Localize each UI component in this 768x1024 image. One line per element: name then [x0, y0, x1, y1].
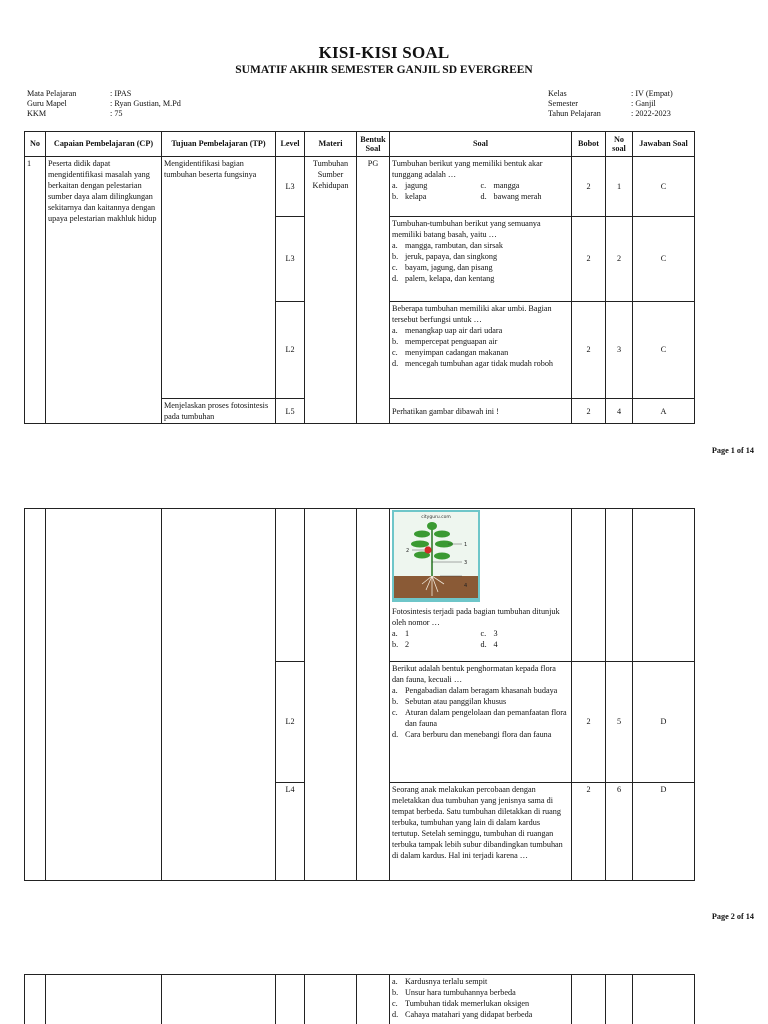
document-title: KISI-KISI SOAL — [318, 43, 450, 62]
option-text: Unsur hara tumbuhannya berbeda — [405, 988, 516, 998]
materi-cell — [305, 975, 357, 1024]
level-cell: L2 — [276, 662, 305, 783]
option-letter: d. — [392, 359, 399, 369]
jawaban-cell — [633, 975, 695, 1024]
header-no-soal: No soal — [606, 132, 633, 157]
header-jawaban: Jawaban Soal — [633, 132, 695, 157]
question-stem: Tumbuhan berikut yang memiliki bentuk akar tunggang adalah … — [392, 159, 543, 180]
meta-value: : IV (Empat) — [631, 89, 673, 98]
cp-cell — [46, 975, 162, 1024]
meta-row — [548, 99, 673, 109]
option-text: Cahaya matahari yang didapat berbeda — [405, 1010, 533, 1020]
option — [392, 1009, 569, 1020]
meta-key: Mata Pelajaran — [27, 89, 77, 98]
meta-key: Guru Mapel — [27, 99, 67, 109]
tp-cell — [162, 975, 276, 1024]
image-site-label: cityguru.com — [421, 515, 451, 520]
option-text: 3 — [493, 629, 498, 639]
option — [392, 251, 569, 262]
table-header-row — [25, 132, 695, 157]
question-cell — [390, 662, 572, 783]
question-cell — [390, 509, 572, 662]
answer-options — [392, 325, 569, 369]
no-soal-cell: 6 — [606, 783, 633, 881]
jawaban-cell: A — [633, 399, 695, 424]
cp-cell: Peserta didik dapat mengidentifikasi masalah yang berkaitan dengan pelestarian sumber daya alam dilingkungan sekitarnya dan kaitannya dengan upaya pelestarian makhluk hidup — [46, 157, 162, 424]
answer-options — [392, 628, 569, 650]
option — [392, 240, 569, 251]
option — [392, 347, 569, 358]
answer-options — [392, 685, 569, 740]
meta-row — [548, 109, 673, 119]
option-text: menangkap uap air dari udara — [405, 326, 503, 336]
option-text: kelapa — [405, 192, 427, 202]
question-stem: Tumbuhan-tumbuhan berikut yang semuanya memiliki batang basah, yaitu … — [392, 219, 541, 240]
option-letter: a. — [392, 326, 398, 336]
bentuk-soal-cell — [357, 975, 390, 1024]
meta-row — [27, 89, 181, 99]
option — [481, 180, 570, 191]
meta-value: : 75 — [110, 109, 123, 119]
option-letter: a. — [392, 181, 398, 191]
option-letter: a. — [392, 629, 398, 639]
option-text: palem, kelapa, dan kentang — [405, 274, 495, 284]
option — [392, 976, 569, 987]
option-text: mangga — [493, 181, 520, 191]
bobot-cell: 2 — [572, 217, 606, 302]
level-cell: L4 — [276, 783, 305, 881]
question-cell — [390, 302, 572, 399]
plant-diagram-image — [392, 510, 480, 602]
no-soal-cell: 2 — [606, 217, 633, 302]
meta-left — [27, 89, 181, 120]
no-soal-cell — [606, 975, 633, 1024]
option-text: Pengabadian dalam beragam khasanah budaya — [405, 686, 558, 696]
meta-key: Semester — [548, 99, 579, 109]
header-level: Level — [276, 132, 305, 157]
plant-illustration — [392, 510, 480, 602]
option-text: Kardusnya terlalu sempit — [405, 977, 488, 986]
option-text: Cara berburu dan menebangi flora dan fauna — [405, 730, 552, 740]
level-cell: L2 — [276, 302, 305, 399]
option-letter: c. — [480, 181, 487, 191]
option — [481, 639, 570, 650]
option-letter: c. — [392, 999, 398, 1009]
option-letter: c. — [392, 263, 398, 273]
option-letter: c. — [392, 348, 398, 358]
header-cp: Capaian Pembelajaran (CP) — [46, 132, 162, 157]
bobot-cell: 2 — [572, 157, 606, 217]
option-letter: b. — [392, 337, 399, 347]
bobot-cell — [572, 509, 606, 662]
option-letter: d. — [480, 192, 487, 202]
option-text: 1 — [405, 629, 410, 639]
level-cell: L3 — [276, 217, 305, 302]
option-text: 2 — [405, 640, 410, 650]
option-text: mangga, rambutan, dan sirsak — [405, 241, 503, 251]
materi-cell — [305, 509, 357, 881]
option-letter: b. — [392, 988, 399, 998]
option-letter: a. — [392, 977, 398, 986]
meta-value: : 2022-2023 — [631, 109, 671, 119]
option — [392, 628, 481, 639]
meta-right — [548, 89, 673, 120]
header-tp: Tujuan Pembelajaran (TP) — [162, 132, 276, 157]
cp-cell — [46, 509, 162, 881]
question-cell — [390, 975, 572, 1024]
diagram-label: 3 — [464, 560, 468, 566]
option-letter: b. — [392, 192, 399, 202]
meta-row — [27, 109, 181, 119]
option — [481, 191, 570, 202]
bentuk-soal-cell: PG — [357, 157, 390, 424]
option — [392, 358, 569, 369]
option-letter: c. — [480, 629, 487, 639]
diagram-label: 4 — [464, 583, 468, 589]
jawaban-cell: C — [633, 217, 695, 302]
meta-row — [27, 99, 181, 109]
jawaban-cell: D — [633, 783, 695, 881]
answer-options — [392, 976, 569, 1020]
bobot-cell — [572, 975, 606, 1024]
option-text: Sebutan atau panggilan khusus — [405, 697, 507, 707]
header-bobot: Bobot — [572, 132, 606, 157]
option — [392, 325, 569, 336]
kisi-table-page-1 — [24, 131, 695, 424]
option-letter: d. — [392, 274, 399, 284]
tp-cell: Menjelaskan proses fotosintesis pada tumbuhan — [162, 399, 276, 424]
document-subtitle: SUMATIF AKHIR SEMESTER GANJIL SD EVERGREEN — [235, 64, 533, 76]
option-letter: d. — [392, 730, 399, 740]
option-text: mencegah tumbuhan agar tidak mudah roboh — [405, 359, 554, 369]
question-cell — [390, 157, 572, 217]
meta-key: KKM — [27, 109, 47, 119]
option — [392, 685, 569, 696]
option-text: Aturan dalam pengelolaan dan pemanfaatan flora dan fauna — [405, 708, 567, 729]
option-letter: a. — [392, 241, 398, 251]
option — [392, 987, 569, 998]
level-cell — [276, 509, 305, 662]
bentuk-soal-cell — [357, 509, 390, 881]
tp-cell — [162, 509, 276, 881]
bobot-cell: 2 — [572, 783, 606, 881]
question-stem: Fotosintesis terjadi pada bagian tumbuhan ditunjuk oleh nomor … — [392, 607, 560, 628]
header-bentuk-soal: Bentuk Soal — [357, 132, 390, 157]
jawaban-cell — [633, 509, 695, 662]
option — [392, 998, 569, 1009]
header-materi: Materi — [305, 132, 357, 157]
meta-value: : IPAS — [110, 89, 132, 98]
option-letter: c. — [392, 708, 398, 718]
option-text: Tumbuhan tidak memerlukan oksigen — [405, 999, 530, 1009]
table-row — [25, 157, 695, 217]
no-soal-cell: 4 — [606, 399, 633, 424]
meta-key: Kelas — [548, 89, 567, 98]
meta-row — [548, 89, 673, 99]
answer-options — [392, 180, 569, 202]
no-soal-cell: 5 — [606, 662, 633, 783]
question-stem: Seorang anak melakukan percobaan dengan meletakkan dua tumbuhan yang jenisnya sama di tempat berbeda. Satu tumbuhan diletakkan di ruang terbuka, tumbuhan yang lain di dalam kardus tertutup. Setelah seminggu, tumbuhan di ruangan terbuka tampak lebih subur dibandingkan tumbuhan di dalam kardus. Hal ini terjadi karena … — [392, 785, 563, 861]
materi-cell: Tumbuhan Sumber Kehidupan — [305, 157, 357, 424]
option-text: menyimpan cadangan makanan — [405, 348, 509, 358]
question-cell — [390, 783, 572, 881]
table-row — [25, 975, 695, 1024]
option — [392, 639, 481, 650]
option-letter: a. — [392, 686, 398, 696]
option-text: 4 — [493, 640, 498, 650]
no-soal-cell — [606, 509, 633, 662]
row-number — [25, 975, 46, 1024]
option — [392, 191, 481, 202]
page-number: Page 1 of 14 — [711, 446, 754, 455]
meta-value: : Ryan Gustian, M.Pd — [110, 99, 181, 109]
option-text: jagung — [405, 181, 428, 191]
no-soal-cell: 1 — [606, 157, 633, 217]
header-soal: Soal — [390, 132, 572, 157]
bobot-cell: 2 — [572, 399, 606, 424]
level-cell: L5 — [276, 399, 305, 424]
option — [392, 273, 569, 284]
diagram-label: 1 — [464, 542, 468, 548]
option — [392, 336, 569, 347]
bobot-cell: 2 — [572, 662, 606, 783]
option-letter: d. — [480, 640, 487, 650]
row-number: 1 — [25, 157, 46, 424]
kisi-table-page-3 — [24, 974, 695, 1024]
option-text: mempercepat penguapan air — [405, 337, 498, 347]
jawaban-cell: D — [633, 662, 695, 783]
jawaban-cell: C — [633, 302, 695, 399]
option-letter: d. — [392, 1010, 399, 1020]
meta-value: : Ganjil — [631, 99, 656, 109]
meta-key: Tahun Pelajaran — [548, 109, 601, 119]
question-cell — [390, 217, 572, 302]
bobot-cell: 2 — [572, 302, 606, 399]
row-number — [25, 509, 46, 881]
tp-cell: Mengidentifikasi bagian tumbuhan beserta fungsinya — [162, 157, 276, 399]
option-letter: b. — [392, 697, 399, 707]
no-soal-cell: 3 — [606, 302, 633, 399]
question-stem: Berikut adalah bentuk penghormatan kepada flora dan fauna, kecuali … — [392, 664, 556, 685]
option-text: bayam, jagung, dan pisang — [405, 263, 493, 273]
header-no: No — [25, 132, 46, 157]
option — [392, 707, 569, 729]
option-text: jeruk, papaya, dan singkong — [405, 252, 498, 262]
diagram-label: 2 — [406, 548, 410, 554]
answer-options — [392, 240, 569, 284]
option — [392, 180, 481, 191]
option-text: bawang merah — [493, 192, 542, 202]
option — [392, 729, 569, 740]
option — [481, 628, 570, 639]
option — [392, 696, 569, 707]
option-letter: b. — [392, 252, 399, 262]
jawaban-cell: C — [633, 157, 695, 217]
question-stem: Beberapa tumbuhan memiliki akar umbi. Bagian tersebut berfungsi untuk … — [392, 304, 552, 325]
option — [392, 262, 569, 273]
table-row — [25, 509, 695, 662]
level-cell: L3 — [276, 157, 305, 217]
page-number: Page 2 of 14 — [711, 912, 754, 921]
level-cell — [276, 975, 305, 1024]
option-letter: b. — [392, 640, 399, 650]
question-stem: Perhatikan gambar dibawah ini ! — [390, 399, 572, 424]
kisi-table-page-2 — [24, 508, 695, 881]
